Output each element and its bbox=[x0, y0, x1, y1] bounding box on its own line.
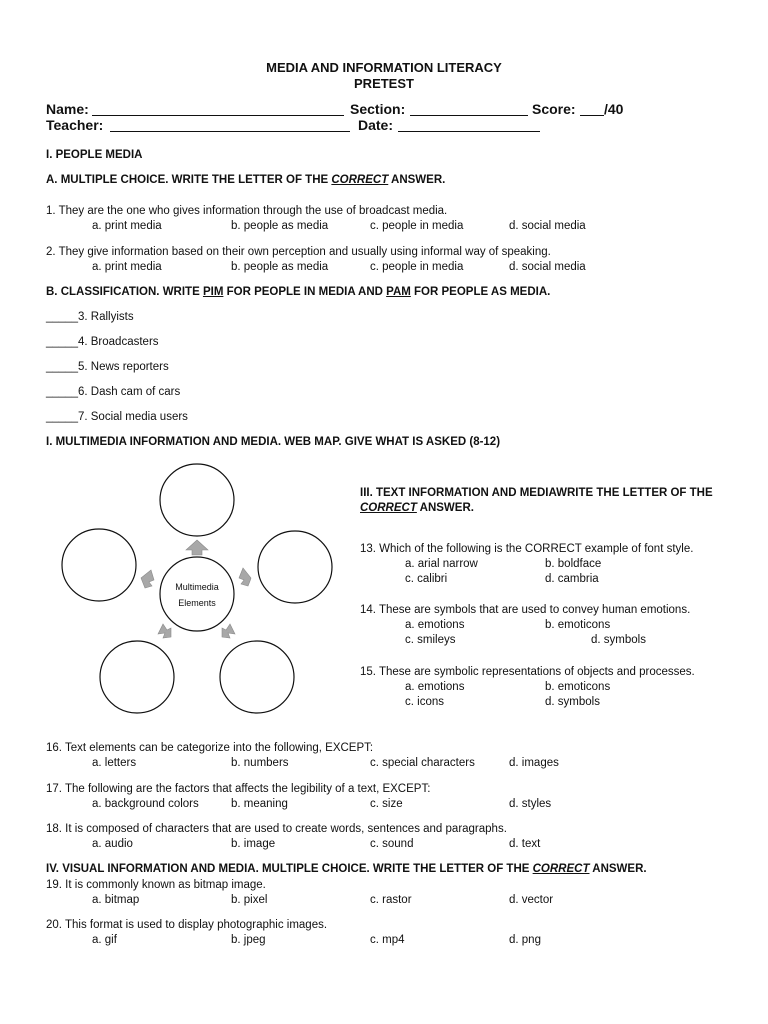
classification-item-4[interactable]: _____4. Broadcasters bbox=[46, 336, 159, 348]
q14-option-b[interactable]: b. emoticons bbox=[545, 619, 611, 631]
section-field[interactable] bbox=[410, 115, 528, 116]
question-14: 14. These are symbols that are used to convey human emotions. bbox=[360, 604, 691, 616]
arrow-bottom-right-icon bbox=[222, 624, 235, 638]
classification-item-5[interactable]: _____5. News reporters bbox=[46, 361, 169, 373]
classification-item-3[interactable]: _____3. Rallyists bbox=[46, 311, 134, 323]
arrow-up-icon bbox=[186, 540, 208, 555]
part2-heading: I. MULTIMEDIA INFORMATION AND MEDIA. WEB MAP. GIVE WHAT IS ASKED (8-12) bbox=[46, 436, 501, 448]
q20-option-a[interactable]: a. gif bbox=[92, 934, 117, 946]
web-map-diagram bbox=[55, 462, 345, 732]
q19-option-b[interactable]: b. pixel bbox=[231, 894, 268, 906]
section-label: Section: bbox=[350, 101, 406, 117]
q18-option-a[interactable]: a. audio bbox=[92, 838, 133, 850]
q15-option-d[interactable]: d. symbols bbox=[545, 696, 600, 708]
q15-option-b[interactable]: b. emoticons bbox=[545, 681, 611, 693]
part3-heading: III. TEXT INFORMATION AND MEDIAWRITE THE LETTER OF THE bbox=[360, 487, 713, 499]
arrow-right-icon bbox=[239, 568, 251, 586]
question-1: 1. They are the one who gives information through the use of broadcast media. bbox=[46, 205, 448, 217]
q16-option-d[interactable]: d. images bbox=[509, 757, 559, 769]
q16-option-c[interactable]: c. special characters bbox=[370, 757, 475, 769]
q1-option-c[interactable]: c. people in media bbox=[370, 220, 464, 232]
q18-option-d[interactable]: d. text bbox=[509, 838, 541, 850]
q14-option-d[interactable]: d. symbols bbox=[591, 634, 646, 646]
q2-option-b[interactable]: b. people as media bbox=[231, 261, 329, 273]
part1-heading: I. PEOPLE MEDIA bbox=[46, 149, 143, 161]
date-label: Date: bbox=[358, 117, 394, 133]
web-map-circle-top[interactable] bbox=[160, 464, 234, 536]
question-20: 20. This format is used to display photographic images. bbox=[46, 919, 328, 931]
part1a-heading: A. MULTIPLE CHOICE. WRITE THE LETTER OF THE CORRECT ANSWER. bbox=[46, 174, 446, 186]
question-2: 2. They give information based on their own perception and usually using informal way of speaking. bbox=[46, 246, 551, 258]
q13-option-b[interactable]: b. boldface bbox=[545, 558, 602, 570]
q20-option-c[interactable]: c. mp4 bbox=[370, 934, 405, 946]
q14-option-a[interactable]: a. emotions bbox=[405, 619, 465, 631]
teacher-label: Teacher: bbox=[46, 117, 104, 133]
q2-option-c[interactable]: c. people in media bbox=[370, 261, 464, 273]
part3-heading-line2: CORRECT ANSWER. bbox=[360, 502, 474, 514]
question-16: 16. Text elements can be categorize into the following, EXCEPT: bbox=[46, 742, 374, 754]
question-19: 19. It is commonly known as bitmap image. bbox=[46, 879, 266, 891]
part1b-heading: B. CLASSIFICATION. WRITE PIM FOR PEOPLE IN MEDIA AND PAM FOR PEOPLE AS MEDIA. bbox=[46, 286, 551, 298]
score-total: /40 bbox=[604, 101, 624, 117]
web-map-center-circle bbox=[160, 557, 234, 631]
teacher-field[interactable] bbox=[110, 131, 350, 132]
q13-option-c[interactable]: c. calibri bbox=[405, 573, 448, 585]
q18-option-b[interactable]: b. image bbox=[231, 838, 276, 850]
q19-option-d[interactable]: d. vector bbox=[509, 894, 554, 906]
q14-option-c[interactable]: c. smileys bbox=[405, 634, 456, 646]
part4-heading: IV. VISUAL INFORMATION AND MEDIA. MULTIPLE CHOICE. WRITE THE LETTER OF THE CORRECT ANSWER. bbox=[46, 863, 647, 875]
q1-option-d[interactable]: d. social media bbox=[509, 220, 586, 232]
question-13: 13. Which of the following is the CORRECT example of font style. bbox=[360, 543, 694, 555]
q17-option-c[interactable]: c. size bbox=[370, 798, 403, 810]
q16-option-b[interactable]: b. numbers bbox=[231, 757, 289, 769]
center-label-line1: Multimedia bbox=[175, 582, 219, 592]
score-label: Score: bbox=[532, 101, 576, 117]
q18-option-c[interactable]: c. sound bbox=[370, 838, 414, 850]
page-title: MEDIA AND INFORMATION LITERACY bbox=[266, 60, 502, 75]
q13-option-d[interactable]: d. cambria bbox=[545, 573, 599, 585]
page-subtitle: PRETEST bbox=[354, 76, 414, 91]
score-field[interactable] bbox=[580, 115, 604, 116]
name-label: Name: bbox=[46, 101, 89, 117]
arrow-bottom-left-icon bbox=[158, 624, 171, 638]
q17-option-d[interactable]: d. styles bbox=[509, 798, 552, 810]
classification-item-7[interactable]: _____7. Social media users bbox=[46, 411, 188, 423]
q13-option-a[interactable]: a. arial narrow bbox=[405, 558, 478, 570]
q16-option-a[interactable]: a. letters bbox=[92, 757, 137, 769]
center-label-line2: Elements bbox=[178, 598, 216, 608]
classification-item-6[interactable]: _____6. Dash cam of cars bbox=[46, 386, 181, 398]
question-17: 17. The following are the factors that affects the legibility of a text, EXCEPT: bbox=[46, 783, 431, 795]
q1-option-a[interactable]: a. print media bbox=[92, 220, 162, 232]
q17-option-a[interactable]: a. background colors bbox=[92, 798, 199, 810]
q15-option-a[interactable]: a. emotions bbox=[405, 681, 465, 693]
web-map-circle-left[interactable] bbox=[62, 529, 136, 601]
date-field[interactable] bbox=[398, 131, 540, 132]
question-18: 18. It is composed of characters that are used to create words, sentences and paragraphs. bbox=[46, 823, 507, 835]
q2-option-d[interactable]: d. social media bbox=[509, 261, 586, 273]
name-field[interactable] bbox=[92, 115, 344, 116]
arrow-left-icon bbox=[141, 570, 154, 588]
q1-option-b[interactable]: b. people as media bbox=[231, 220, 329, 232]
q19-option-a[interactable]: a. bitmap bbox=[92, 894, 140, 906]
q19-option-c[interactable]: c. rastor bbox=[370, 894, 412, 906]
web-map-circle-right[interactable] bbox=[258, 531, 332, 603]
web-map-circle-bottom-right[interactable] bbox=[220, 641, 294, 713]
q15-option-c[interactable]: c. icons bbox=[405, 696, 444, 708]
q2-option-a[interactable]: a. print media bbox=[92, 261, 162, 273]
question-15: 15. These are symbolic representations of objects and processes. bbox=[360, 666, 695, 678]
web-map-circle-bottom-left[interactable] bbox=[100, 641, 174, 713]
q17-option-b[interactable]: b. meaning bbox=[231, 798, 288, 810]
q20-option-d[interactable]: d. png bbox=[509, 934, 541, 946]
q20-option-b[interactable]: b. jpeg bbox=[231, 934, 266, 946]
